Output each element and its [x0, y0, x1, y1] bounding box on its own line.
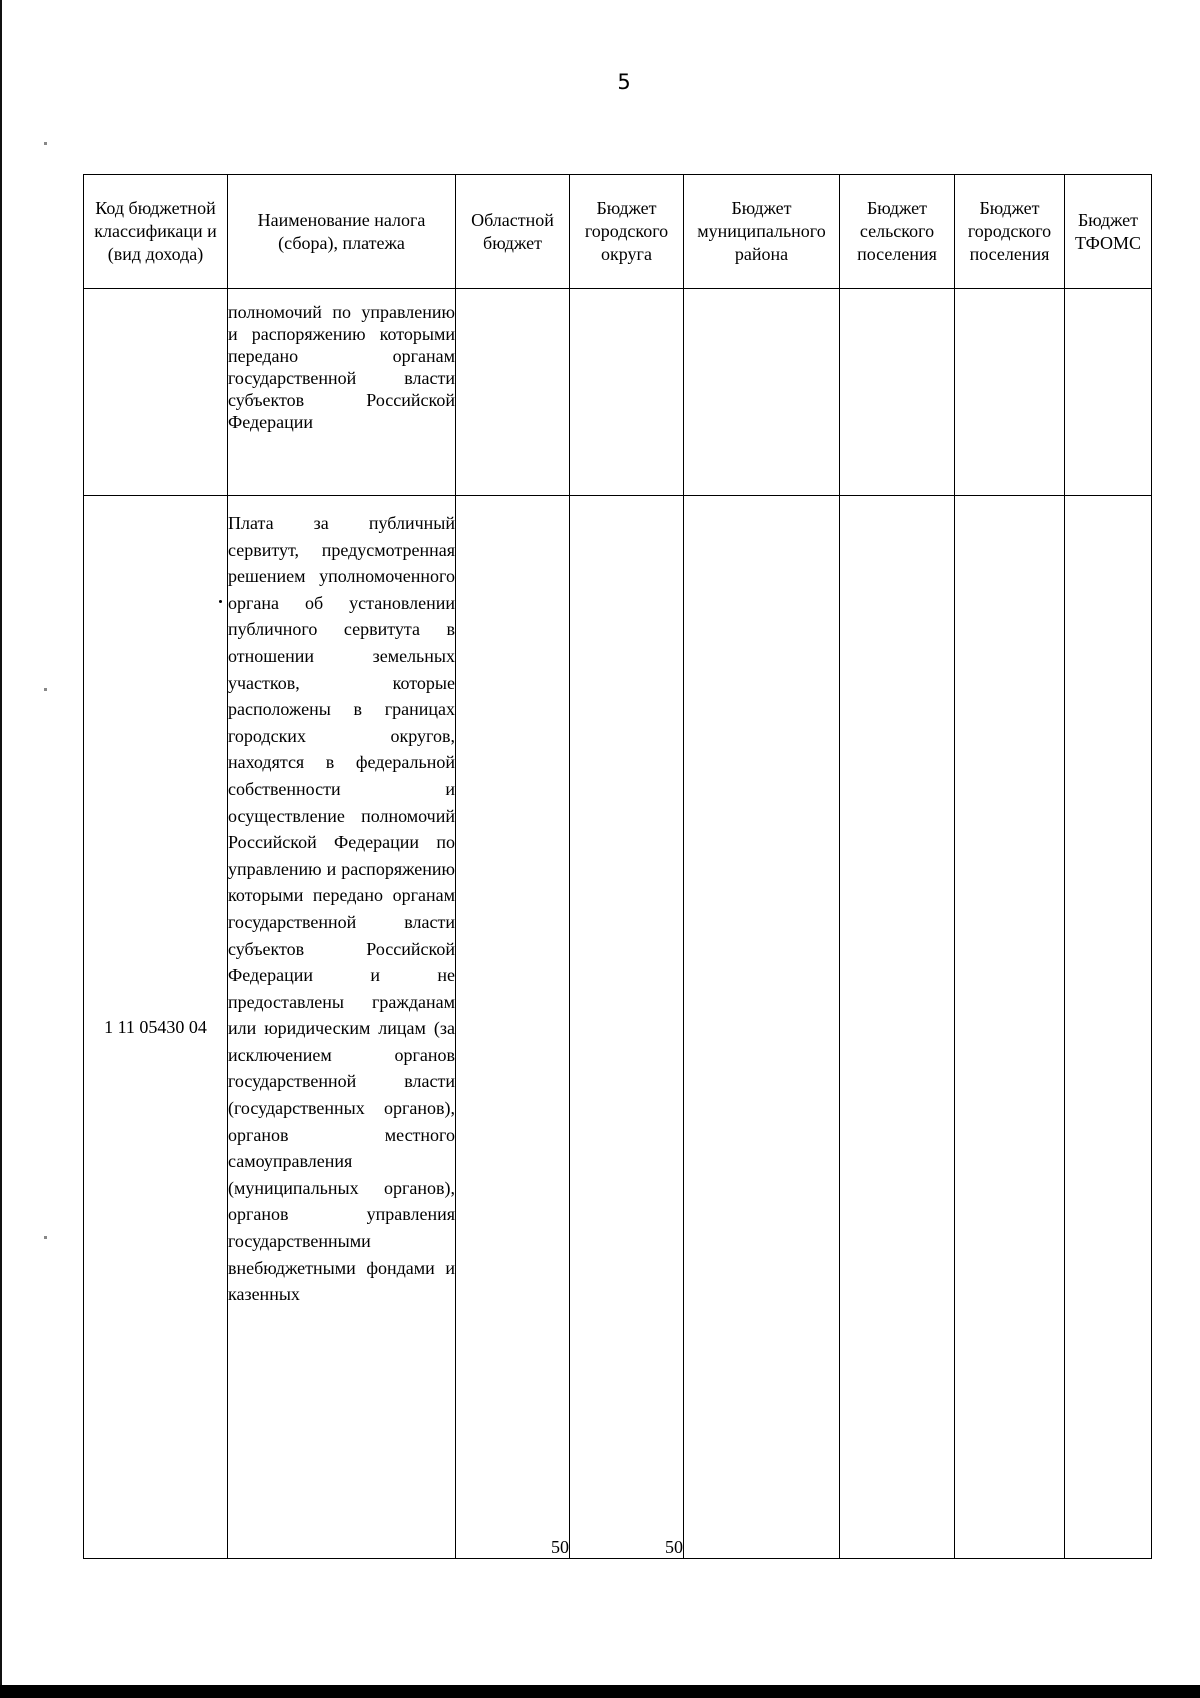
row-code: 1 11 05430 04 — [84, 496, 228, 1559]
row-urban-settlement — [955, 289, 1065, 496]
table-header-row — [84, 175, 1152, 289]
row-municipal-district — [684, 289, 840, 496]
row-regional — [456, 289, 570, 496]
row-tfoms — [1065, 289, 1152, 496]
table-row — [84, 289, 1152, 496]
row-rural-settlement — [840, 289, 955, 496]
row-regional: 50 — [456, 496, 570, 1559]
row-name: полномочий по управлению и распоряжению которыми передано органам государственной власти субъектов Российской Федерации — [228, 289, 456, 496]
row-urban-settlement — [955, 496, 1065, 1559]
row-city-district — [570, 289, 684, 496]
row-code — [84, 289, 228, 496]
row-rural-settlement — [840, 496, 955, 1559]
header-city-district: Бюджет городского округа — [570, 175, 684, 289]
row-municipal-district — [684, 496, 840, 1559]
header-urban-settlement: Бюджет городского поселения — [955, 175, 1065, 289]
scan-mark — [44, 142, 47, 145]
row-name: Плата за публичный сервитут, предусмотренная решением уполномоченного органа об установлении публичного сервитута в отношении земельных участков, которые расположены в границах городских округов, находятся в федеральной собственности и осуществление полномочий Российской Федерации по управлению и распоряжению которыми передано органам государственной власти субъектов Российской Федерации и не предоставлены гражданам или юридическим лицам (за исключением органов государственной власти (государственных органов), органов местного самоуправления (муниципальных органов), органов управления государственными внебюджетными фондами и казенных — [228, 496, 456, 1559]
header-code: Код бюджетной классификаци и (вид дохода) — [84, 175, 228, 289]
header-tfoms: Бюджет ТФОМС — [1065, 175, 1152, 289]
table-row — [84, 496, 1152, 1559]
page-number: 5 — [617, 70, 631, 94]
header-regional: Областной бюджет — [456, 175, 570, 289]
header-municipal-district: Бюджет муниципального района — [684, 175, 840, 289]
row-tfoms — [1065, 496, 1152, 1559]
scan-mark — [44, 688, 47, 691]
scan-dot — [219, 600, 222, 603]
header-rural-settlement: Бюджет сельского поселения — [840, 175, 955, 289]
budget-revenue-table — [83, 174, 1152, 1559]
row-city-district: 50 — [570, 496, 684, 1559]
page-bottom-edge — [0, 1685, 1200, 1698]
header-name: Наименование налога (сбора), платежа — [228, 175, 456, 289]
page-left-edge — [0, 0, 2, 1698]
scan-mark — [44, 1236, 47, 1239]
